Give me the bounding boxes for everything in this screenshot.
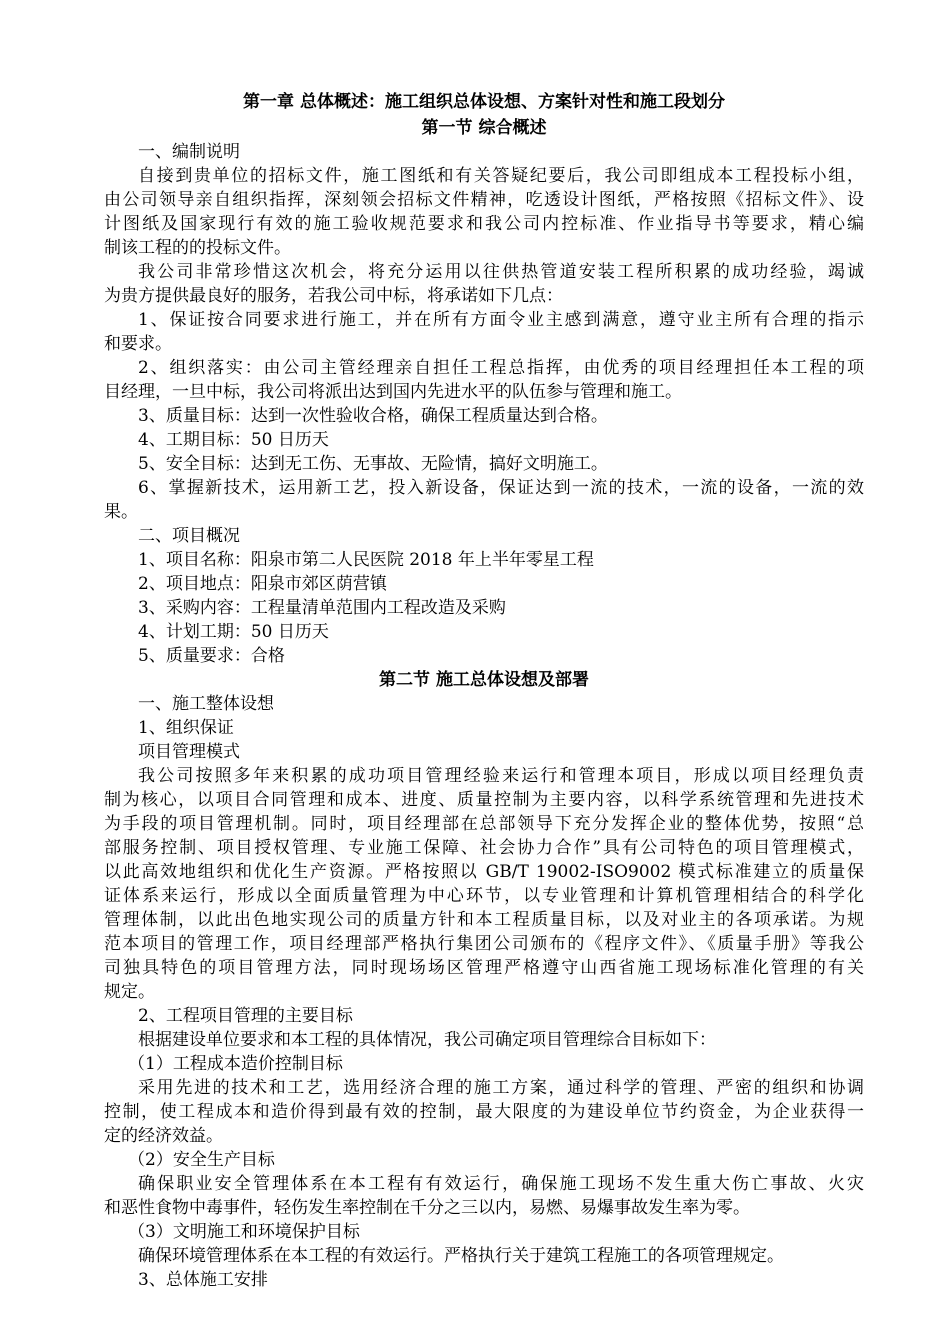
paragraph-line: 自接到贵单位的招标文件，施工图纸和有关答疑纪要后，我公司即组成本工程投标小组，	[138, 166, 864, 186]
list-item: 果。	[104, 502, 138, 522]
list-item: 5、安全目标：达到无工伤、无事故、无险情，搞好文明施工。	[138, 454, 608, 474]
paragraph-line: 制该工程的的投标文件。	[104, 238, 291, 258]
paragraph-line: 我公司按照多年来积累的成功项目管理经验来运行和管理本项目，形成以项目经理负责	[138, 766, 864, 786]
subsection-heading: 2、工程项目管理的主要目标	[138, 1006, 353, 1026]
paragraph-line: 司独具特色的项目管理方法，同时现场场区管理严格遵守山西省施工现场标准化管理的有关	[104, 958, 864, 978]
paragraph-line: 管理体制，以此出色地实现公司的质量方针和本工程质量目标，以及对业主的各项承诺。为规	[104, 910, 864, 930]
list-item: 目经理，一旦中标，我公司将派出达到国内先进水平的队伍参与管理和施工。	[104, 382, 682, 402]
subsection-heading: 二、项目概况	[138, 526, 240, 546]
subsection-heading: 1、组织保证	[138, 718, 234, 738]
list-item: 3、采购内容：工程量清单范围内工程改造及采购	[138, 598, 506, 618]
paragraph-line: 采用先进的技术和工艺，选用经济合理的施工方案，通过科学的管理、严密的组织和协调	[138, 1078, 864, 1098]
list-item: 6、掌握新技术，运用新工艺，投入新设备，保证达到一流的技术，一流的设备，一流的效	[138, 478, 864, 498]
paragraph-line: 确保职业安全管理体系在本工程有有效运行，确保施工现场不发生重大伤亡事故、火灾	[138, 1174, 864, 1194]
list-item: 2、组织落实：由公司主管经理亲自担任工程总指挥，由优秀的项目经理担任本工程的项	[138, 358, 864, 378]
goal-heading: （2）安全生产目标	[128, 1150, 275, 1170]
chapter-title: 第一章 总体概述：施工组织总体设想、方案针对性和施工段划分	[243, 92, 725, 112]
list-item: 3、质量目标：达到一次性验收合格，确保工程质量达到合格。	[138, 406, 608, 426]
goal-heading: （3）文明施工和环境保护目标	[128, 1222, 360, 1242]
list-item: 4、计划工期：50 日历天	[138, 622, 329, 642]
paragraph-line: 为手段的项目管理机制。同时，项目经理部在总部领导下充分发挥企业的整体优势，按照“总	[104, 814, 864, 834]
paragraph-line: 计图纸及国家现行有效的施工验收规范要求和我公司内控标准、作业指导书等要求，精心编	[104, 214, 864, 234]
paragraph-line: 部服务控制、项目授权管理、专业施工保障、社会协力合作”具有公司特色的项目管理模式，	[104, 838, 864, 858]
paragraph-line: 以此高效地组织和优化生产资源。严格按照以 GB/T 19002-ISO9002 模式标准建立的质量保	[104, 862, 864, 882]
paragraph-line: 确保环境管理体系在本工程的有效运行。严格执行关于建筑工程施工的各项管理规定。	[138, 1246, 784, 1266]
list-item: 4、工期目标：50 日历天	[138, 430, 329, 450]
paragraph-line: 和恶性食物中毒事件，轻伤发生率控制在千分之三以内，易燃、易爆事故发生率为零。	[104, 1198, 750, 1218]
section-title: 第二节 施工总体设想及部署	[379, 670, 589, 690]
subsection-heading: 一、编制说明	[138, 142, 240, 162]
goal-heading: （1）工程成本造价控制目标	[128, 1054, 343, 1074]
paragraph-line: 范本项目的管理工作，项目经理部严格执行集团公司颁布的《程序文件》、《质量手册》等我公	[104, 934, 864, 954]
subsection-heading: 一、施工整体设想	[138, 694, 274, 714]
paragraph-line: 我公司非常珍惜这次机会，将充分运用以往供热管道安装工程所积累的成功经验，竭诚	[138, 262, 864, 282]
list-item: 和要求。	[104, 334, 172, 354]
list-item: 1、保证按合同要求进行施工，并在所有方面令业主感到满意，遵守业主所有合理的指示	[138, 310, 864, 330]
subsection-heading: 3、总体施工安排	[138, 1270, 268, 1290]
list-item: 1、项目名称：阳泉市第二人民医院 2018 年上半年零星工程	[138, 550, 594, 570]
paragraph-line: 证体系来运行，形成以全面质量管理为中心环节，以专业管理和计算机管理相结合的科学化	[104, 886, 864, 906]
paragraph-line: 规定。	[104, 982, 155, 1002]
paragraph-line: 制为核心，以项目合同管理和成本、进度、质量控制为主要内容，以科学系统管理和先进技术	[104, 790, 864, 810]
list-item: 5、质量要求：合格	[138, 646, 285, 666]
section-title: 第一节 综合概述	[421, 118, 547, 138]
paragraph-line: 控制，使工程成本和造价得到最有效的控制，最大限度的为建设单位节约资金，为企业获得一	[104, 1102, 864, 1122]
paragraph-line: 由公司领导亲自组织指挥，深刻领会招标文件精神，吃透设计图纸，严格按照《招标文件》、设	[104, 190, 864, 210]
subsection-heading: 项目管理模式	[138, 742, 240, 762]
list-item: 2、项目地点：阳泉市郊区荫营镇	[138, 574, 387, 594]
paragraph-line: 定的经济效益。	[104, 1126, 223, 1146]
paragraph-line: 根据建设单位要求和本工程的具体情况，我公司确定项目管理综合目标如下：	[138, 1030, 716, 1050]
paragraph-line: 为贵方提供最良好的服务，若我公司中标，将承诺如下几点：	[104, 286, 563, 306]
